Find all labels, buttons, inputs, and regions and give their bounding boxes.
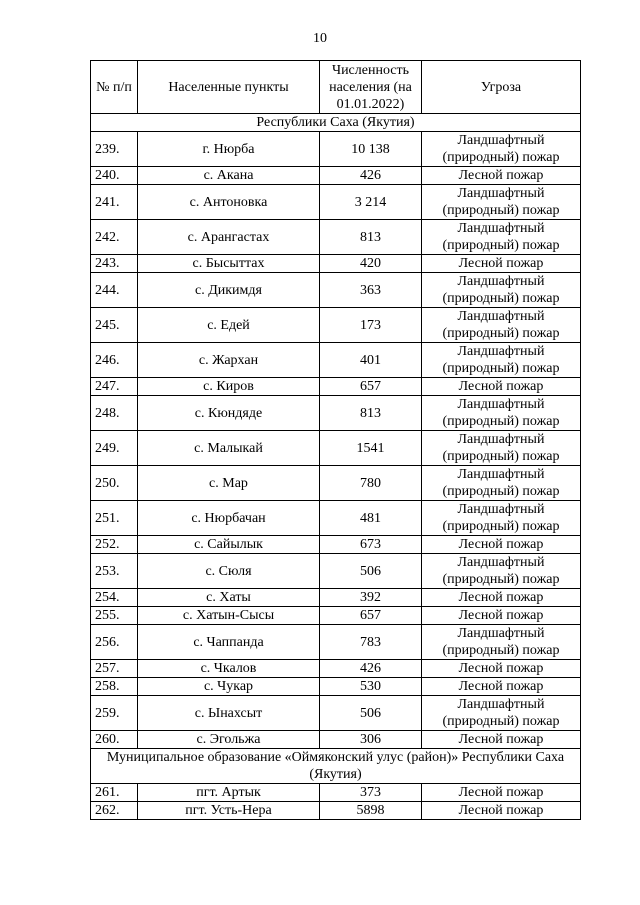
threat-type: Ландшафтный (природный) пожар <box>422 396 581 431</box>
row-number: 248. <box>91 396 138 431</box>
population-value: 1541 <box>320 431 422 466</box>
page-number: 10 <box>313 31 327 46</box>
row-number: 262. <box>91 802 138 820</box>
table-row <box>91 378 581 396</box>
settlement-name: пгт. Артык <box>138 784 320 802</box>
row-number: 252. <box>91 536 138 554</box>
threat-type: Ландшафтный (природный) пожар <box>422 132 581 167</box>
settlement-name: с. Эгольжа <box>138 731 320 749</box>
threat-type: Ландшафтный (природный) пожар <box>422 554 581 589</box>
table-row <box>91 536 581 554</box>
settlement-name: с. Бысыттах <box>138 255 320 273</box>
settlement-name: с. Мар <box>138 466 320 501</box>
table-row <box>91 678 581 696</box>
threat-type: Ландшафтный (природный) пожар <box>422 308 581 343</box>
row-number: 249. <box>91 431 138 466</box>
threat-type: Ландшафтный (природный) пожар <box>422 696 581 731</box>
population-value: 530 <box>320 678 422 696</box>
population-value: 780 <box>320 466 422 501</box>
settlement-name: с. Арангастах <box>138 220 320 255</box>
row-number: 250. <box>91 466 138 501</box>
settlement-name: с. Чкалов <box>138 660 320 678</box>
table-row <box>91 589 581 607</box>
settlement-name: с. Дикимдя <box>138 273 320 308</box>
population-value: 506 <box>320 554 422 589</box>
table-row <box>91 273 581 308</box>
settlement-name: г. Нюрба <box>138 132 320 167</box>
threat-type: Ландшафтный (природный) пожар <box>422 466 581 501</box>
section-row <box>91 749 581 784</box>
row-number: 257. <box>91 660 138 678</box>
population-value: 506 <box>320 696 422 731</box>
population-value: 673 <box>320 536 422 554</box>
table-row <box>91 466 581 501</box>
threat-type: Ландшафтный (природный) пожар <box>422 625 581 660</box>
section-title: Республики Саха (Якутия) <box>91 114 581 132</box>
population-value: 5898 <box>320 802 422 820</box>
table-row <box>91 185 581 220</box>
table-row <box>91 132 581 167</box>
header-num: № п/п <box>91 61 138 114</box>
population-value: 420 <box>320 255 422 273</box>
threat-type: Ландшафтный (природный) пожар <box>422 431 581 466</box>
table-row <box>91 784 581 802</box>
population-value: 657 <box>320 378 422 396</box>
settlement-name: с. Сайылык <box>138 536 320 554</box>
threat-type: Лесной пожар <box>422 255 581 273</box>
settlement-name: с. Нюрбачан <box>138 501 320 536</box>
row-number: 242. <box>91 220 138 255</box>
settlement-name: с. Хатын-Сысы <box>138 607 320 625</box>
settlement-name: с. Антоновка <box>138 185 320 220</box>
table-row <box>91 802 581 820</box>
table-row <box>91 167 581 185</box>
row-number: 254. <box>91 589 138 607</box>
settlement-name: с. Чаппанда <box>138 625 320 660</box>
row-number: 255. <box>91 607 138 625</box>
population-value: 392 <box>320 589 422 607</box>
settlement-name: с. Жархан <box>138 343 320 378</box>
table-row <box>91 220 581 255</box>
population-value: 426 <box>320 167 422 185</box>
threat-type: Лесной пожар <box>422 589 581 607</box>
threat-type: Ландшафтный (природный) пожар <box>422 343 581 378</box>
row-number: 243. <box>91 255 138 273</box>
population-value: 813 <box>320 220 422 255</box>
section-row <box>91 114 581 132</box>
row-number: 247. <box>91 378 138 396</box>
population-value: 783 <box>320 625 422 660</box>
threat-type: Лесной пожар <box>422 660 581 678</box>
table-row <box>91 255 581 273</box>
row-number: 251. <box>91 501 138 536</box>
settlement-name: с. Киров <box>138 378 320 396</box>
settlement-name: с. Ынахсыт <box>138 696 320 731</box>
threat-type: Ландшафтный (природный) пожар <box>422 220 581 255</box>
table-row <box>91 696 581 731</box>
settlement-name: с. Акана <box>138 167 320 185</box>
row-number: 241. <box>91 185 138 220</box>
table-row <box>91 396 581 431</box>
threat-type: Лесной пожар <box>422 167 581 185</box>
threat-type: Лесной пожар <box>422 731 581 749</box>
table-row <box>91 501 581 536</box>
population-value: 363 <box>320 273 422 308</box>
threat-type: Лесной пожар <box>422 378 581 396</box>
population-value: 10 138 <box>320 132 422 167</box>
threat-type: Лесной пожар <box>422 607 581 625</box>
section-title: Муниципальное образование «Оймяконский улус (район)» Республики Саха (Якутия) <box>91 749 581 784</box>
table-row <box>91 343 581 378</box>
population-value: 306 <box>320 731 422 749</box>
threat-type: Ландшафтный (природный) пожар <box>422 273 581 308</box>
table-header-row <box>91 61 581 114</box>
settlement-name: с. Хаты <box>138 589 320 607</box>
population-value: 373 <box>320 784 422 802</box>
row-number: 245. <box>91 308 138 343</box>
row-number: 240. <box>91 167 138 185</box>
threat-type: Ландшафтный (природный) пожар <box>422 185 581 220</box>
settlement-name: с. Чукар <box>138 678 320 696</box>
table-row <box>91 625 581 660</box>
population-value: 813 <box>320 396 422 431</box>
table-row <box>91 308 581 343</box>
table-row <box>91 554 581 589</box>
row-number: 253. <box>91 554 138 589</box>
threat-type: Лесной пожар <box>422 784 581 802</box>
population-value: 657 <box>320 607 422 625</box>
header-threat: Угроза <box>422 61 581 114</box>
row-number: 246. <box>91 343 138 378</box>
threat-type: Лесной пожар <box>422 802 581 820</box>
row-number: 260. <box>91 731 138 749</box>
settlement-name: с. Кюндяде <box>138 396 320 431</box>
settlement-name: с. Малыкай <box>138 431 320 466</box>
threat-type: Лесной пожар <box>422 678 581 696</box>
table-row <box>91 607 581 625</box>
table-row <box>91 660 581 678</box>
settlement-name: с. Едей <box>138 308 320 343</box>
threat-type: Ландшафтный (природный) пожар <box>422 501 581 536</box>
settlements-table <box>90 60 581 820</box>
settlement-name: с. Сюля <box>138 554 320 589</box>
row-number: 244. <box>91 273 138 308</box>
population-value: 481 <box>320 501 422 536</box>
table-row <box>91 731 581 749</box>
population-value: 3 214 <box>320 185 422 220</box>
population-value: 426 <box>320 660 422 678</box>
population-value: 173 <box>320 308 422 343</box>
settlement-name: пгт. Усть-Нера <box>138 802 320 820</box>
threat-type: Лесной пожар <box>422 536 581 554</box>
row-number: 259. <box>91 696 138 731</box>
row-number: 239. <box>91 132 138 167</box>
header-population: Численность населения (на 01.01.2022) <box>320 61 422 114</box>
table-row <box>91 431 581 466</box>
header-settlement: Населенные пункты <box>138 61 320 114</box>
row-number: 258. <box>91 678 138 696</box>
population-value: 401 <box>320 343 422 378</box>
row-number: 261. <box>91 784 138 802</box>
row-number: 256. <box>91 625 138 660</box>
